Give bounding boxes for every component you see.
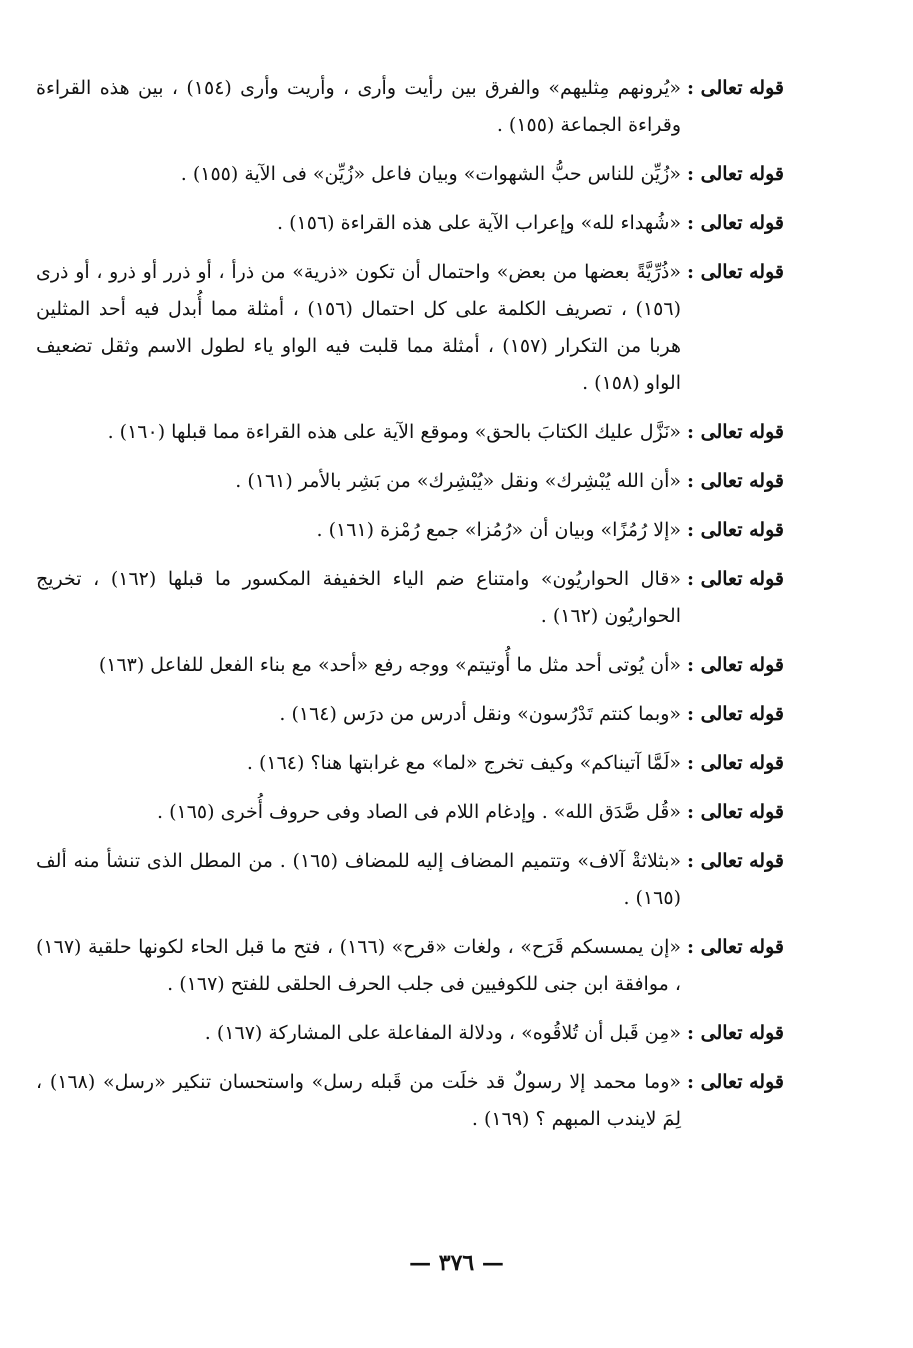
entry-label: قوله تعالى : — [687, 519, 784, 541]
index-entry — [36, 205, 784, 242]
entry-text: «وما محمد إلا رسولٌ قد خلَت من قَبله رسل» واستحسان تنكير «رسل» (١٦٨) ، لِمَ لايندب المبهم ؟ (١٦٩) . — [36, 1071, 681, 1130]
entry-label: قوله تعالى : — [687, 850, 784, 872]
entry-label: قوله تعالى : — [687, 1022, 784, 1044]
index-entry — [36, 843, 784, 917]
entry-text: «ذُرِّيَّةً بعضها من بعض» واحتمال أن تكون «ذرية» من ذرأ ، أو ذرر أو ذرو ، أو ذرى (١٥٦) ، تصريف الكلمة على كل احتمال (١٥٦) ، أمثلة مما أُبدل فيه أحد المثلين هربا من التكرار (١٥٧) ، أمثلة مما قلبت فيه الواو ياء لطول الاسم وثقل تضعيف الواو (١٥٨) . — [36, 261, 681, 394]
entry-text: «زُيِّن للناس حبُّ الشهوات» وبيان فاعل «زُيِّن» فى الآية (١٥٥) . — [180, 163, 681, 185]
entry-label: قوله تعالى : — [687, 77, 784, 99]
entry-text: «لَمَّا آتيناكم» وكيف تخرج «لما» مع غرابتها هنا؟ (١٦٤) . — [246, 752, 681, 774]
entry-label: قوله تعالى : — [687, 421, 784, 443]
index-entry — [36, 156, 784, 193]
index-entry — [36, 929, 784, 1003]
entry-text: «قُل صَّدَق الله» . وإدغام اللام فى الصاد وفى حروف أُخرى (١٦٥) . — [157, 801, 681, 823]
entry-label: قوله تعالى : — [687, 163, 784, 185]
entry-text: «يُرونهم مِثليهم» والفرق بين رأيت وأرى ، وأريت وأرى (١٥٤) ، بين هذه القراءة وقراءة الجماعة (١٥٥) . — [36, 77, 682, 136]
entry-text: «إلا رُمُزًا» وبيان أن «رُمُزا» جمع رُمْزة (١٦١) . — [316, 519, 681, 541]
entry-label: قوله تعالى : — [687, 801, 784, 823]
entry-label: قوله تعالى : — [687, 936, 784, 958]
entry-label: قوله تعالى : — [687, 470, 784, 492]
index-entry — [36, 1064, 784, 1138]
index-entry — [36, 1015, 784, 1052]
entry-text: «بثلاثةْ آلاف» وتتميم المضاف إليه للمضاف (١٦٥) . من المطل الذى تنشأ منه ألف (١٦٥) . — [36, 850, 681, 909]
index-entry — [36, 254, 784, 402]
entry-text: «نَزَّل عليك الكتابَ بالحق» وموقع الآية على هذه القراءة مما قبلها (١٦٠) . — [107, 421, 681, 443]
page-body — [36, 70, 784, 1150]
index-entry — [36, 745, 784, 782]
entry-label: قوله تعالى : — [687, 261, 784, 283]
entry-text: «أن يُوتى أحد مثل ما أُوتيتم» ووجه رفع «أحد» مع بناء الفعل للفاعل (١٦٣) — [98, 654, 681, 676]
entry-text: «إن يمسسكم قَرَح» ، ولغات «قرح» (١٦٦) ، فتح ما قبل الحاء لكونها حلقية (١٦٧) ، موافقة ابن جنى للكوفيين فى جلب الحرف الحلقى للفتح (١٦٧) . — [36, 936, 681, 995]
index-entry — [36, 647, 784, 684]
entry-text: «قال الحواريُون» وامتناع ضم الياء الخفيفة المكسور ما قبلها (١٦٢) ، تخريج الحواريُون (١٦٢) . — [36, 568, 681, 627]
page-number: — ٣٧٦ — — [409, 1250, 504, 1276]
entry-text: «شُهداء لله» وإعراب الآية على هذه القراءة (١٥٦) . — [277, 212, 681, 234]
index-entry — [36, 70, 784, 144]
entry-label: قوله تعالى : — [687, 212, 784, 234]
entry-label: قوله تعالى : — [687, 568, 784, 590]
index-entry — [36, 696, 784, 733]
entry-label: قوله تعالى : — [687, 1071, 784, 1093]
entry-text: «أن الله يُبْشِرك» ونقل «يُبْشِرك» من بَشِر بالأمر (١٦١) . — [235, 470, 681, 492]
index-entry — [36, 794, 784, 831]
index-entry — [36, 512, 784, 549]
entry-text: «مِن قَبل أن تُلاقُوه» ، ودلالة المفاعلة على المشاركة (١٦٧) . — [204, 1022, 681, 1044]
entry-label: قوله تعالى : — [687, 703, 784, 725]
index-entry — [36, 561, 784, 635]
entry-label: قوله تعالى : — [687, 654, 784, 676]
index-entry — [36, 414, 784, 451]
entry-label: قوله تعالى : — [687, 752, 784, 774]
entry-text: «وبما كنتم تَدْرُسون» ونقل أدرس من درَس (١٦٤) . — [279, 703, 681, 725]
index-entry — [36, 463, 784, 500]
